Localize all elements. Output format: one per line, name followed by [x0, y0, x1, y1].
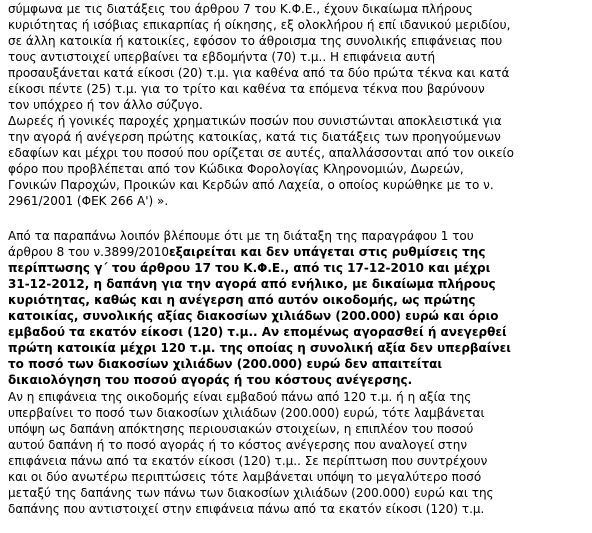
text-line: αυτού δαπάνη ή το ποσό αγοράς ή το κόστος ανέγερσης που αναλογεί στην	[8, 438, 468, 452]
text-line: Από τα παραπάνω λοιπόν βλέπουμε ότι με τη διάταξη της παραγράφου 1 του	[8, 229, 474, 243]
text-line	[8, 244, 485, 260]
bold-text-line: κατοικίας, συνολικής αξίας διακοσίων χιλιάδων (200.000) ευρώ και όριο	[8, 309, 499, 323]
text-line: υπερβαίνει το ποσό των διακοσίων χιλιάδων (200.000) ευρώ, τότε λαμβάνεται	[8, 406, 485, 420]
text-line: επιφάνεια πάνω από τα εκατόν είκοσι (120) τ.μ.. Σε περίπτωση που συντρέχουν	[8, 454, 488, 468]
text-line: τον υπόχρεο ή τον άλλο σύζυγο.	[8, 98, 203, 112]
text-line: μεταξύ της δαπάνης των πάνω των διακοσίων χιλιάδων (200.000) ευρώ και της	[8, 486, 494, 500]
text-line: τους αντιστοιχεί υπερβαίνει τα εβδομήντα (70) τ.μ.. Η επιφάνεια αυτή	[8, 50, 436, 64]
text-line: υπόψη ως δαπάνη απόκτησης περιουσιακών στοιχείων, η επιπλέον του ποσού	[8, 422, 474, 436]
text-line: εδαφίων και μέχρι του ποσού που ορίζεται σε αυτές, απαλλάσσονται από τον οικείο	[8, 146, 514, 160]
text-line: και οι δύο ανωτέρω περιπτώσεις τότε λαμβάνεται υπόψη το μεγαλύτερο ποσό	[8, 470, 482, 484]
bold-text-line: εμβαδού τα εκατόν είκοσι (120) τ.μ.. Αν επομένως αγορασθεί ή ανεγερθεί	[8, 325, 507, 339]
text-line: δαπάνης που αντιστοιχεί στην επιφάνεια πάνω από τα εκατόν είκοσι (120) τ.μ.	[8, 502, 485, 516]
text-span: άρθρου 8 του ν.3899/2010	[8, 245, 169, 259]
text-line: σύμφωνα με τις διατάξεις του άρθρου 7 του Κ.Φ.Ε., έχουν δικαίωμα πλήρους	[8, 2, 473, 16]
bold-text-line: περίπτωσης γ΄ του άρθρου 17 του Κ.Φ.Ε., από τις 17-12-2010 και μέχρι	[8, 261, 491, 275]
bold-text-line: κυριότητας, καθώς και η ανέγερση από αυτόν οικοδομής, ως πρώτης	[8, 293, 476, 307]
text-line: προσαυξάνεται κατά είκοσι (20) τ.μ. για καθένα από τα δύο πρώτα τέκνα και κατά	[8, 66, 510, 80]
text-line: Γονικών Παροχών, Προικών και Κερδών από Λαχεία, ο οποίος κυρώθηκε με το ν.	[8, 178, 494, 192]
bold-text-line: το ποσό των διακοσίων χιλιάδων (200.000) ευρώ δεν απαιτείται	[8, 357, 443, 371]
text-line: σε άλλη κατοικία ή κατοικίες, εφόσον το άθροισμα της συνολικής επιφάνειας που	[8, 34, 503, 48]
bold-text-line: 31-12-2012, η δαπάνη για την αγορά από ενήλικο, με δικαίωμα πλήρους	[8, 277, 496, 291]
text-line: την αγορά ή ανέγερση πρώτης κατοικίας, κατά τις διατάξεις των προηγούμενων	[8, 130, 501, 144]
bold-text-span: εξαιρείται και δεν υπάγεται στις ρυθμίσεις της	[169, 245, 486, 259]
text-line: Αν η επιφάνεια της οικοδομής είναι εμβαδού πάνω από 120 τ.μ. ή η αξία της	[8, 390, 472, 404]
text-line: 2961/2001 (ΦΕΚ 266 Α') ».	[8, 194, 169, 208]
text-line: Δωρεές ή γονικές παροχές χρηματικών ποσών που συνιστώνται αποκλειστικά για	[8, 114, 502, 128]
bold-text-line: πρώτη κατοικία μέχρι 120 τ.μ. της οποίας η συνολική αξία δεν υπερβαίνει	[8, 341, 511, 355]
bold-text-line: δικαιολόγηση του ποσού αγοράς ή του κόστους ανέγερσης.	[8, 373, 413, 387]
text-line: φόρο που προβλέπεται από τον Κώδικα Φορολογίας Κληρονομιών, Δωρεών,	[8, 162, 464, 176]
text-line: κυριότητας ή ισόβιας επικαρπίας ή οίκησης, εξ ολοκλήρου ή επί ιδανικού μεριδίου,	[8, 18, 511, 32]
text-line: είκοσι πέντε (25) τ.μ. για το τρίτο και καθένα τα επόμενα τέκνα που βαρύνουν	[8, 82, 485, 96]
